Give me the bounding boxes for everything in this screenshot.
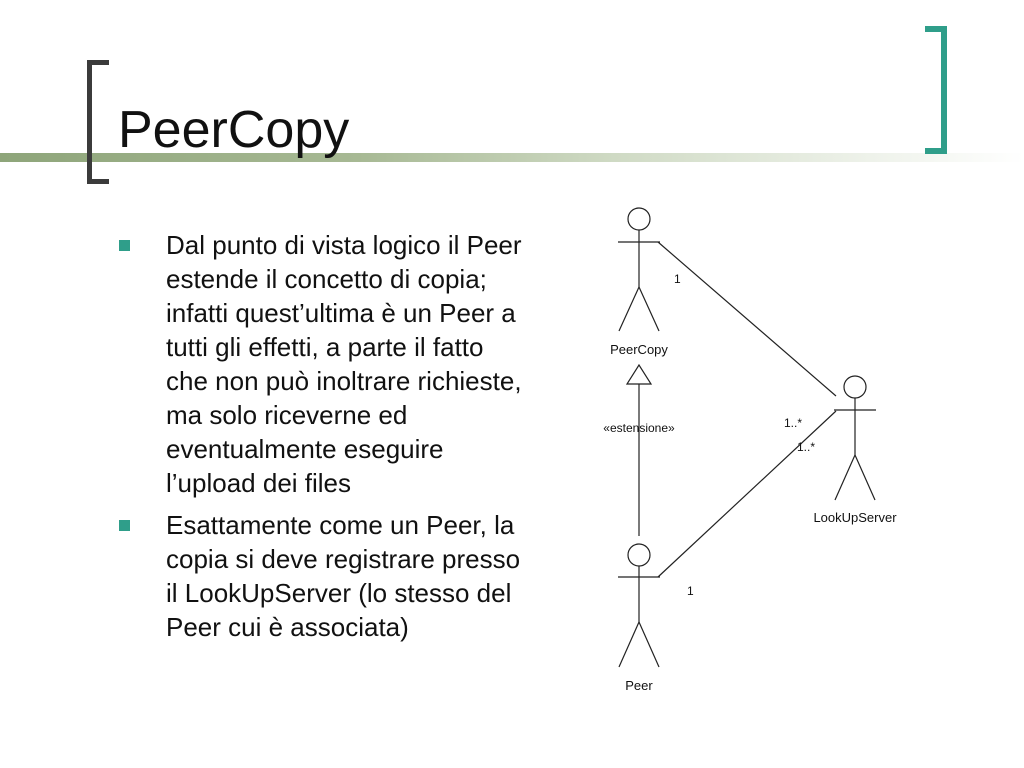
actor-peer-icon [618,544,660,667]
actor-lookupserver-icon [834,376,876,500]
multiplicity-peercopy-end: 1 [674,272,681,286]
actor-peercopy-icon [618,208,660,331]
bullet-text: Esattamente come un Peer, la copia si deve registrare presso il LookUpServer (lo stesso del Peer cui è associata) [166,510,521,642]
multiplicity-lookup-from-peercopy: 1..* [784,416,803,430]
slide-title: PeerCopy [118,101,350,159]
multiplicity-peer-end: 1 [687,584,694,598]
extension-arrowhead-icon [627,365,651,384]
actor-lookupserver-label: LookUpServer [813,510,897,525]
actor-peer-label: Peer [625,678,653,693]
actor-peercopy-label: PeerCopy [610,342,668,357]
association-peercopy-lookupserver [658,242,836,396]
association-peer-lookupserver [658,411,836,577]
bullet-text: Dal punto di vista logico il Peer estende il concetto di copia; infatti quest’ultima è un Peer a tutti gli effetti, a parte il fatto che non può inoltrare richieste, ma solo riceverne ed eventualmente eseguire l’upload dei files [166,230,522,498]
extension-stereotype-label: «estensione» [603,421,675,435]
multiplicity-lookup-from-peer: 1..* [797,440,816,454]
